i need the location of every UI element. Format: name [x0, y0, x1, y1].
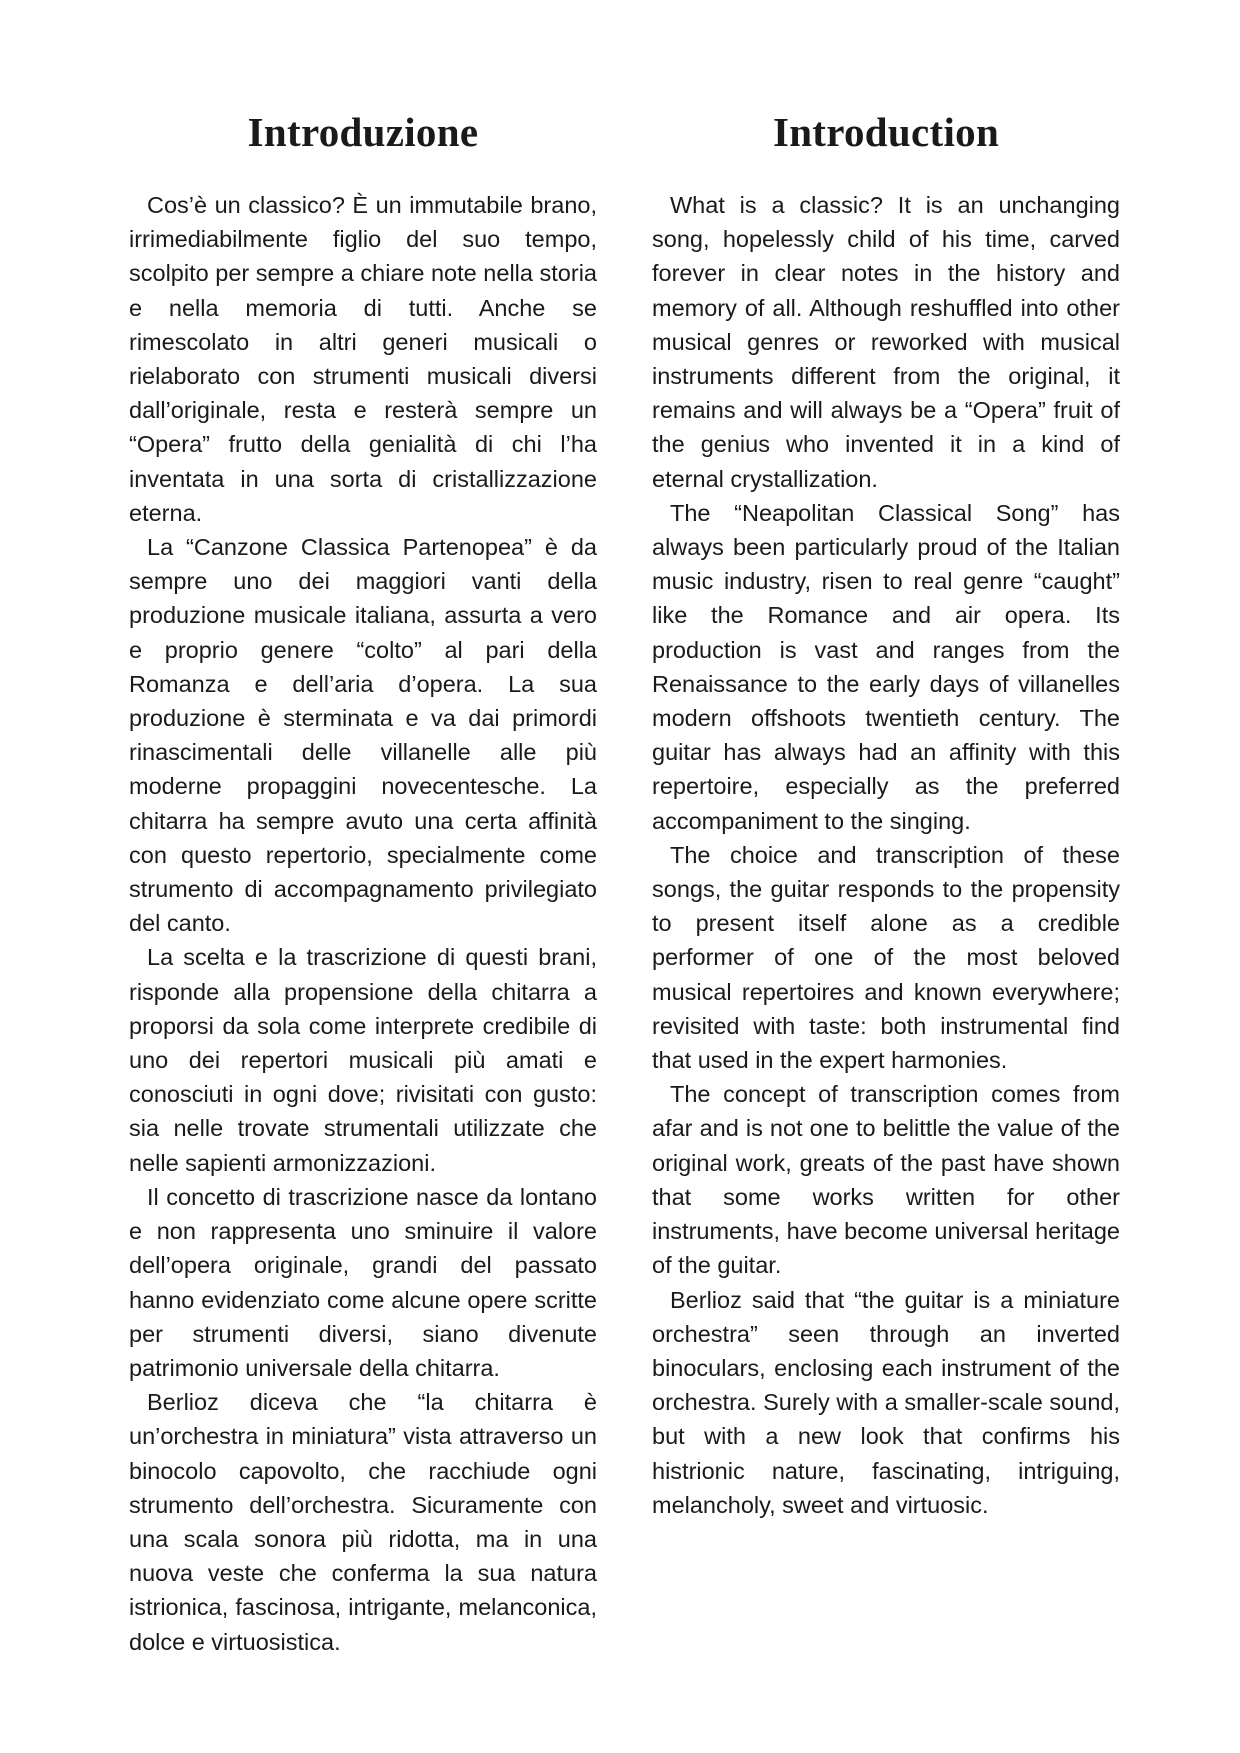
english-paragraph-1: What is a classic? It is an unchanging song, hopelessly child of his time, carved forever in clear notes in the history and memory of all. Although reshuffled into other musical genres or reworked with musical instruments different from the original, it remains and will always be a “Opera” fruit of the genius who invented it in a kind of eternal crystallization. [652, 192, 1120, 492]
english-paragraph-4: The concept of transcription comes from afar and is not one to belittle the value of the original work, greats of the past have shown that some works written for other instruments, have become universal heritage of the guitar. [652, 1081, 1120, 1279]
italian-title: Introduzione [247, 109, 479, 155]
english-paragraph-3: The choice and transcription of these songs, the guitar responds to the propensity to present itself alone as a credible performer of one of the most beloved musical repertoires and known everywhere; revisited with taste: both instrumental find that used in the expert harmonies. [652, 841, 1120, 1074]
italian-column [129, 104, 597, 1659]
italian-paragraph-4: Il concetto di trascrizione nasce da lontano e non rappresenta uno sminuire il valore dell’opera originale, grandi del passato hanno evidenziato come alcune opere scritte per strumenti diversi, siano divenute patrimonio universale della chitarra. [129, 1183, 597, 1381]
italian-paragraph-1: Cos’è un classico? È un immutabile brano, irrimediabilmente figlio del suo tempo, scolpito per sempre a chiare note nella storia e nella memoria di tutti. Anche se rimescolato in altri generi musicali o rielaborato con strumenti musicali diversi dall’originale, resta e resterà sempre un “Opera” frutto della genialità di chi l’ha inventata in una sorta di cristallizzazione eterna. [129, 192, 597, 526]
italian-paragraph-5: Berlioz diceva che “la chitarra è un’orchestra in miniatura” vista attraverso un binocolo capovolto, che racchiude ogni strumento dell’orchestra. Sicuramente con una scala sonora più ridotta, ma in una nuova veste che conferma la sua natura istrionica, fascinosa, intrigante, melanconica, dolce e virtuosistica. [129, 1389, 597, 1655]
italian-paragraph-2: La “Canzone Classica Partenopea” è da sempre uno dei maggiori vanti della produzione musicale italiana, assurta a vero e proprio genere “colto” al pari della Romanza e dell’aria d’opera. La sua produzione è sterminata e va dai primordi rinascimentali delle villanelle alle più moderne propaggini novecentesche. La chitarra ha sempre avuto una certa affinità con questo repertorio, specialmente come strumento di accompagnamento privilegiato del canto. [129, 534, 597, 937]
english-paragraph-5: Berlioz said that “the guitar is a miniature orchestra” seen through an inverted binoculars, enclosing each instrument of the orchestra. Surely with a smaller-scale sound, but with a new look that confirms his histrionic nature, fascinating, intriguing, melancholy, sweet and virtuosic. [652, 1286, 1120, 1518]
italian-paragraph-3: La scelta e la trascrizione di questi brani, risponde alla propensione della chitarra a proporsi da sola come interprete credibile di uno dei repertori musicali più amati e conosciuti in ogni dove; rivisitati con gusto: sia nelle trovate strumentali utilizzate che nelle sapienti armonizzazioni. [129, 944, 597, 1176]
english-title: Introduction [772, 109, 1000, 155]
english-paragraph-2: The “Neapolitan Classical Song” has always been particularly proud of the Italian music industry, risen to real genre “caught” like the Romance and air opera. Its production is vast and ranges from the Renaissance to the early days of villanelles modern offshoots twentieth century. The guitar has always had an affinity with this repertoire, especially as the preferred accompaniment to the singing. [652, 499, 1120, 834]
english-column [652, 104, 1120, 1522]
